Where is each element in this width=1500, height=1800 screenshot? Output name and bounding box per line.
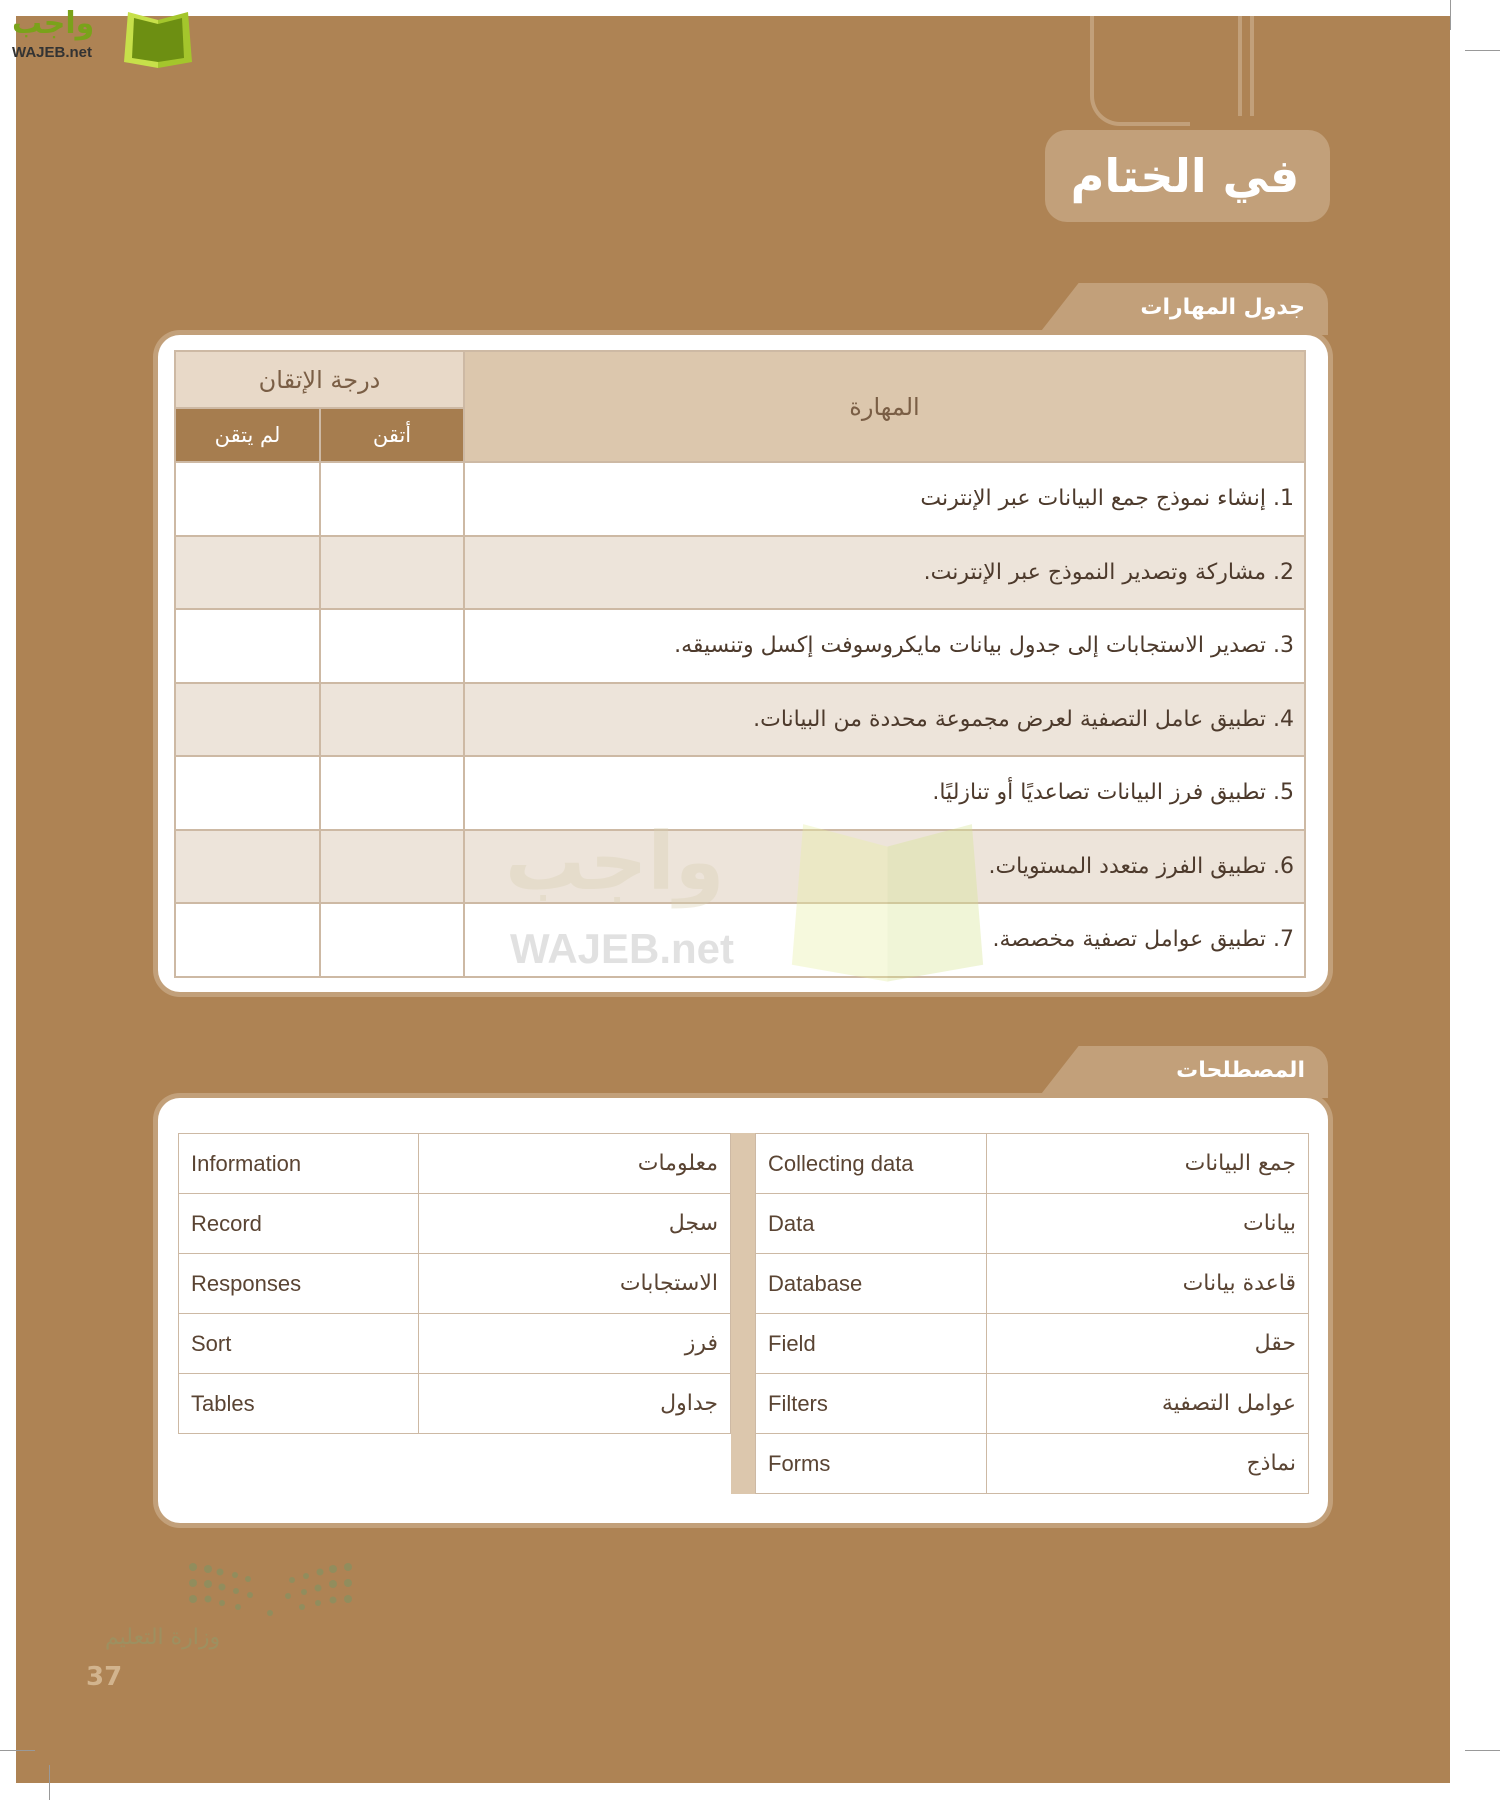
mastered-cell[interactable] — [320, 830, 464, 904]
term-english: Filters — [756, 1374, 987, 1434]
term-english: Tables — [179, 1374, 419, 1434]
term-arabic: حقل — [987, 1314, 1309, 1374]
header-mastery: درجة الإتقان — [175, 351, 464, 408]
crop-mark — [1465, 1750, 1500, 1751]
ministry-of-education-logo — [100, 1555, 360, 1655]
term-arabic: الاستجابات — [419, 1254, 731, 1314]
not-mastered-cell[interactable] — [175, 683, 320, 757]
terms-table-right — [755, 1133, 1309, 1494]
crop-mark — [1450, 0, 1451, 30]
watermark-latin: WAJEB.net — [510, 925, 735, 972]
skill-text: 5. تطبيق فرز البيانات تصاعديًا أو تنازليًا. — [464, 756, 1305, 830]
watermark-arabic: واجب — [505, 815, 725, 908]
not-mastered-cell[interactable] — [175, 462, 320, 536]
crop-mark — [1465, 50, 1500, 51]
mastered-cell[interactable] — [320, 683, 464, 757]
not-mastered-cell[interactable] — [175, 830, 320, 904]
hanging-rope — [1090, 16, 1190, 126]
term-english: Field — [756, 1314, 987, 1374]
term-arabic: فرز — [419, 1314, 731, 1374]
not-mastered-cell[interactable] — [175, 903, 320, 977]
mastered-cell[interactable] — [320, 609, 464, 683]
term-arabic: سجل — [419, 1194, 731, 1254]
crop-mark — [49, 1765, 50, 1800]
term-arabic: جداول — [419, 1374, 731, 1434]
term-english: Forms — [756, 1434, 987, 1494]
mastered-cell[interactable] — [320, 462, 464, 536]
term-arabic: معلومات — [419, 1134, 731, 1194]
logo-latin: WAJEB.net — [12, 44, 93, 61]
mastered-cell[interactable] — [320, 756, 464, 830]
header-not-mastered: لم يتقن — [175, 408, 320, 462]
not-mastered-cell[interactable] — [175, 609, 320, 683]
wajeb-watermark — [505, 815, 1005, 985]
terms-divider — [731, 1133, 755, 1494]
logo-arabic: واجب — [12, 6, 95, 41]
skill-text: 1. إنشاء نموذج جمع البيانات عبر الإنترنت — [464, 462, 1305, 536]
terms-table-left — [178, 1133, 731, 1434]
book-icon — [118, 10, 198, 68]
header-mastered: أتقن — [320, 408, 464, 462]
term-english: Data — [756, 1194, 987, 1254]
crop-mark — [0, 1750, 35, 1751]
skill-text: 3. تصدير الاستجابات إلى جدول بيانات مايكروسوفت إكسل وتنسيقه. — [464, 609, 1305, 683]
term-english: Responses — [179, 1254, 419, 1314]
term-english: Database — [756, 1254, 987, 1314]
term-english: Record — [179, 1194, 419, 1254]
term-english: Information — [179, 1134, 419, 1194]
term-arabic: بيانات — [987, 1194, 1309, 1254]
term-arabic: جمع البيانات — [987, 1134, 1309, 1194]
term-english: Collecting data — [756, 1134, 987, 1194]
not-mastered-cell[interactable] — [175, 756, 320, 830]
term-arabic: قاعدة بيانات — [987, 1254, 1309, 1314]
skill-text: 4. تطبيق عامل التصفية لعرض مجموعة محددة من البيانات. — [464, 683, 1305, 757]
page-number: 37 — [86, 1662, 123, 1692]
not-mastered-cell[interactable] — [175, 536, 320, 610]
hanging-rope — [1238, 16, 1254, 116]
page-title: في الختام — [1070, 149, 1300, 203]
wajeb-logo[interactable] — [10, 6, 190, 66]
terms-tab-label: المصطلحات — [1176, 1058, 1305, 1083]
skill-text: 2. مشاركة وتصدير النموذج عبر الإنترنت. — [464, 536, 1305, 610]
mastered-cell[interactable] — [320, 903, 464, 977]
mastered-cell[interactable] — [320, 536, 464, 610]
skills-tab-label: جدول المهارات — [1140, 295, 1305, 320]
term-arabic: عوامل التصفية — [987, 1374, 1309, 1434]
ministry-dots-icon — [100, 1555, 360, 1625]
ministry-name: وزارة التعليم — [105, 1625, 221, 1650]
term-arabic: نماذج — [987, 1434, 1309, 1494]
skill-text: 6. تطبيق الفرز متعدد المستويات. — [464, 830, 1305, 904]
watermark-book-icon — [775, 815, 1000, 985]
term-english: Sort — [179, 1314, 419, 1374]
skill-text: 7. تطبيق عوامل تصفية مخصصة. — [464, 903, 1305, 977]
header-skill: المهارة — [464, 351, 1305, 462]
